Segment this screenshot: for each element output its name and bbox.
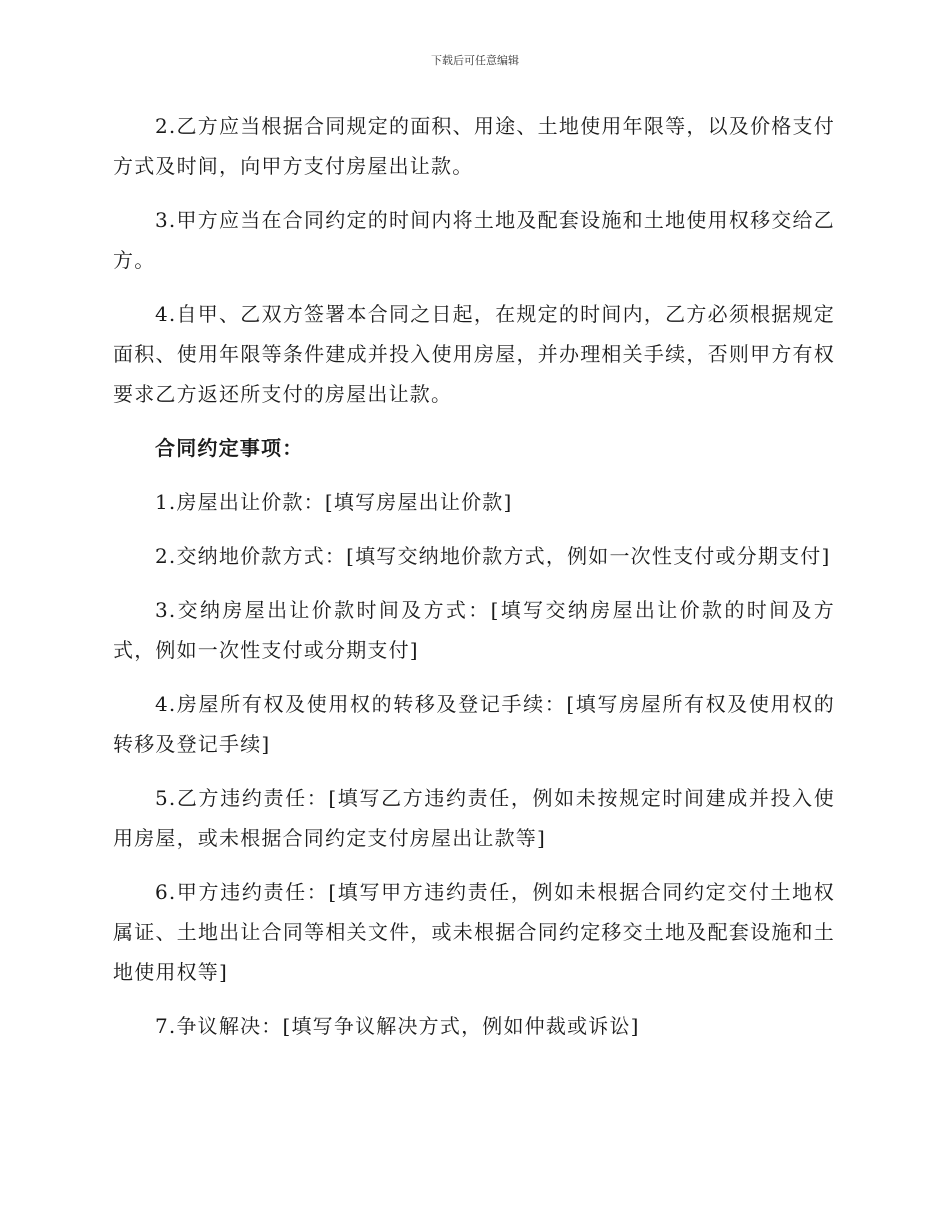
paragraph-clause-4: 4.自甲、乙双方签署本合同之日起，在规定的时间内，乙方必须根据规定面积、使用年限等条件建成并投入使用房屋，并办理相关手续，否则甲方有权要求乙方返还所支付的房屋出让款。 xyxy=(113,302,835,406)
list-item-payment-time: 3.交纳房屋出让价款时间及方式：[填写交纳房屋出让价款的时间及方式，例如一次性支付或分期支付] xyxy=(113,598,835,662)
list-item-party-b-liability: 5.乙方违约责任：[填写乙方违约责任，例如未按规定时间建成并投入使用房屋，或未根据合同约定支付房屋出让款等] xyxy=(113,786,835,850)
list-item-land-payment-method: 2.交纳地价款方式：[填写交纳地价款方式，例如一次性支付或分期支付] xyxy=(155,544,831,568)
list-item-price: 1.房屋出让价款：[填写房屋出让价款] xyxy=(155,490,513,514)
page-header: 下载后可任意编辑 xyxy=(431,54,519,67)
list-item-dispute-resolution: 7.争议解决：[填写争议解决方式，例如仲裁或诉讼] xyxy=(155,1014,640,1038)
list-item-party-a-liability: 6.甲方违约责任：[填写甲方违约责任，例如未根据合同约定交付土地权属证、土地出让合同等相关文件，或未根据合同约定移交土地及配套设施和土地使用权等] xyxy=(113,880,835,984)
paragraph-clause-2: 2.乙方应当根据合同规定的面积、用途、土地使用年限等，以及价格支付方式及时间，向甲方支付房屋出让款。 xyxy=(113,114,835,178)
section-heading: 合同约定事项： xyxy=(155,436,304,460)
list-item-ownership-transfer: 4.房屋所有权及使用权的转移及登记手续：[填写房屋所有权及使用权的转移及登记手续] xyxy=(113,692,835,756)
document-body xyxy=(113,106,835,1060)
paragraph-clause-3: 3.甲方应当在合同约定的时间内将土地及配套设施和土地使用权移交给乙方。 xyxy=(113,208,835,272)
